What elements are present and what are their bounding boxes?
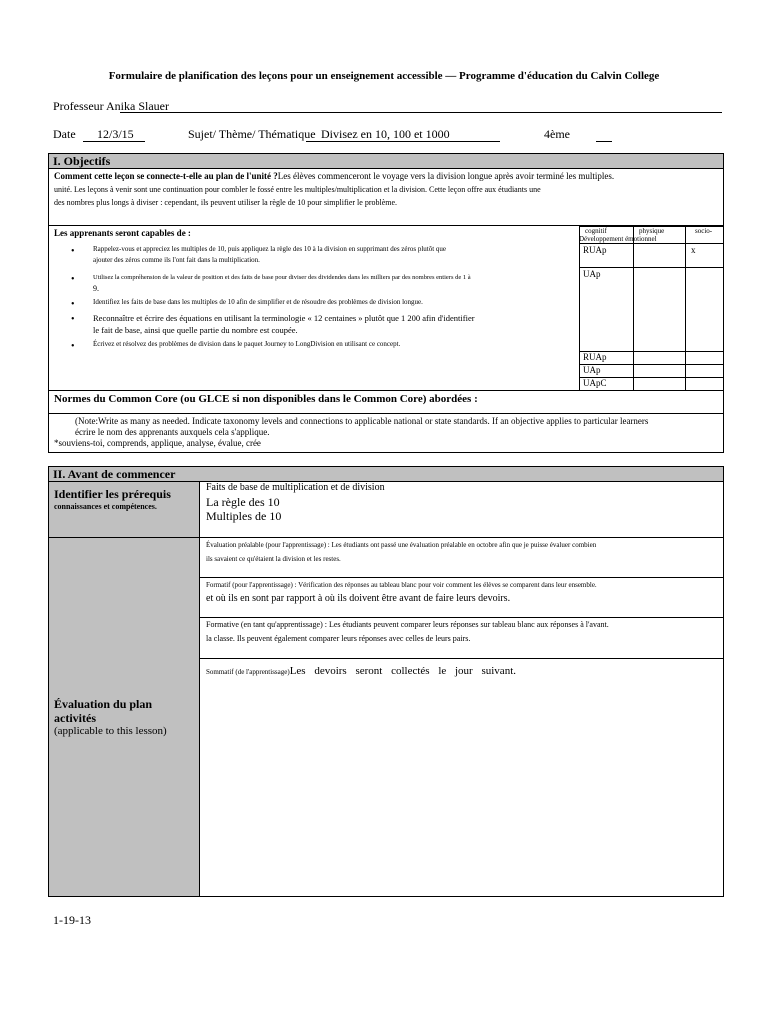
col-socio: socio- bbox=[695, 227, 713, 235]
date-label: Date bbox=[53, 127, 76, 141]
prereq-subtitle: connaissances et compétences. bbox=[54, 502, 157, 511]
taxonomy-code: RUAp bbox=[583, 245, 607, 255]
taxonomy-code: RUAp bbox=[583, 352, 607, 362]
formative-for: Formatif (pour l'apprentissage) : Vérification des réponses au tableau blanc pour voir comment les élèves se comparent dans leur ensemble. et où ils en sont par rapport à où ils doivent être avant de faire leurs devoirs. bbox=[206, 581, 597, 604]
col-cognitive: cognitif bbox=[585, 227, 607, 235]
taxonomy-code: UAp bbox=[583, 365, 601, 375]
pre-assessment: Évaluation préalable (pour l'apprentissage) : Les étudiants ont passé une évaluation préalable en octobre afin que je puisse évaluer combien ils savaient ce qu'étaient la division et les restes. bbox=[206, 541, 597, 563]
grade-underline bbox=[596, 141, 612, 142]
objectives-section bbox=[48, 153, 724, 453]
date-value: 12/3/15 bbox=[97, 127, 134, 141]
col-dev: Développement émotionnel bbox=[579, 235, 657, 243]
formative-as: Formative (en tant qu'apprentissage) : Les étudiants peuvent comparer leurs réponses sur tableau blanc aux réponses à l'avant. la classe. Ils peuvent également comparer leurs réponses avec celles de leurs pairs. bbox=[206, 620, 609, 643]
left-column bbox=[49, 482, 200, 896]
teacher-name: Professeur Anika Slauer bbox=[53, 99, 169, 113]
objectives-header: I. Objectifs bbox=[49, 154, 723, 169]
grade-value: 4ème bbox=[544, 127, 570, 141]
unit-connection-question: Comment cette leçon se connecte-t-elle au plan de l'unité ? bbox=[54, 171, 278, 181]
eval-title: Évaluation du plan activités bbox=[54, 697, 153, 725]
prereq-title: Identifier les prérequis bbox=[54, 487, 171, 501]
normes-label: Normes du Common Core (ou GLCE si non disponibles dans le Common Core) abordées : bbox=[54, 393, 478, 405]
before-header: II. Avant de commencer bbox=[49, 467, 723, 482]
prereq-item: Multiples de 10 bbox=[206, 509, 282, 523]
col-physical: physique bbox=[639, 227, 665, 235]
objectives-list bbox=[49, 244, 579, 350]
eval-subtitle: (applicable to this lesson) bbox=[54, 725, 167, 737]
unit-connection bbox=[54, 170, 714, 209]
taxonomy-code: UAp bbox=[583, 269, 601, 279]
subject-label: Sujet/ Thème/ Thématique bbox=[188, 127, 316, 141]
form-title: Formulaire de planification des leçons pour un enseignement accessible — Programme d'éducation du Calvin College bbox=[108, 70, 660, 82]
objective-item: • Identifiez les faits de base dans les multiples de 10 afin de simplifier et de résoudre des problèmes de division longue. bbox=[49, 297, 579, 308]
date-underline bbox=[83, 141, 145, 142]
objective-item: • Rappelez-vous et appreciez les multiples de 10, puis appliquez la règle des 10 à la division en supprimant des zéros plutôt que ajouter des zéros comme ils l'ont fait dans la multiplication. bbox=[49, 244, 579, 266]
objective-item: • Écrivez et résolvez des problèmes de division dans le paquet Journey to LongDivision en utilisant ce concept. bbox=[49, 339, 579, 350]
learners-label: Les apprenants seront capables de : bbox=[54, 228, 191, 238]
teacher-underline bbox=[120, 112, 722, 113]
subject-underline bbox=[306, 141, 500, 142]
prereq-item: Faits de base de multiplication et de division bbox=[206, 482, 385, 493]
unit-connection-line3: des nombres plus longs à diviser : cependant, ils peuvent utiliser la règle de 10 pour simplifier le problème. bbox=[54, 198, 398, 207]
unit-connection-line2: unité. Les leçons à venir sont une continuation pour combler le fossé entre les multiples/multiplication et la division. Cette leçon offre aux étudiants une bbox=[54, 185, 541, 194]
footer-code: 1-19-13 bbox=[53, 913, 91, 927]
taxonomy-code: UApC bbox=[583, 378, 607, 388]
prereq-item: La règle des 10 bbox=[206, 495, 280, 509]
objective-item: • Reconnaître et écrire des équations en utilisant la terminologie « 12 centaines » plutôt que 1 200 afin d'identifier le fait de base, ainsi que quelle partie du nombre est coupée. bbox=[49, 312, 579, 336]
before-section bbox=[48, 466, 724, 897]
subject-value: Divisez en 10, 100 et 1000 bbox=[321, 127, 450, 141]
standards-note: (Note:Write as many as needed. Indicate taxonomy levels and connections to applicable national or state standards. If an objective applies to particular learners écrire le nom des apprenants auxquels cela s'applique. *souviens-toi, comprends, applique, analyse, évalue, crée bbox=[54, 416, 649, 448]
summative: Sommatif (de l'apprentissage)Les devoirs seront collectés le jour suivant. bbox=[206, 665, 516, 677]
taxonomy-grid bbox=[579, 226, 723, 390]
objective-item: • Utilisez la compréhension de la valeur de position et des faits de base pour diviser des dividendes dans les milliers par des nombres entiers de 1 à 9. bbox=[49, 272, 579, 295]
x-mark: x bbox=[691, 245, 696, 255]
unit-connection-line1: Les élèves commenceront le voyage vers la division longue après avoir terminé les multiples. bbox=[277, 171, 615, 181]
